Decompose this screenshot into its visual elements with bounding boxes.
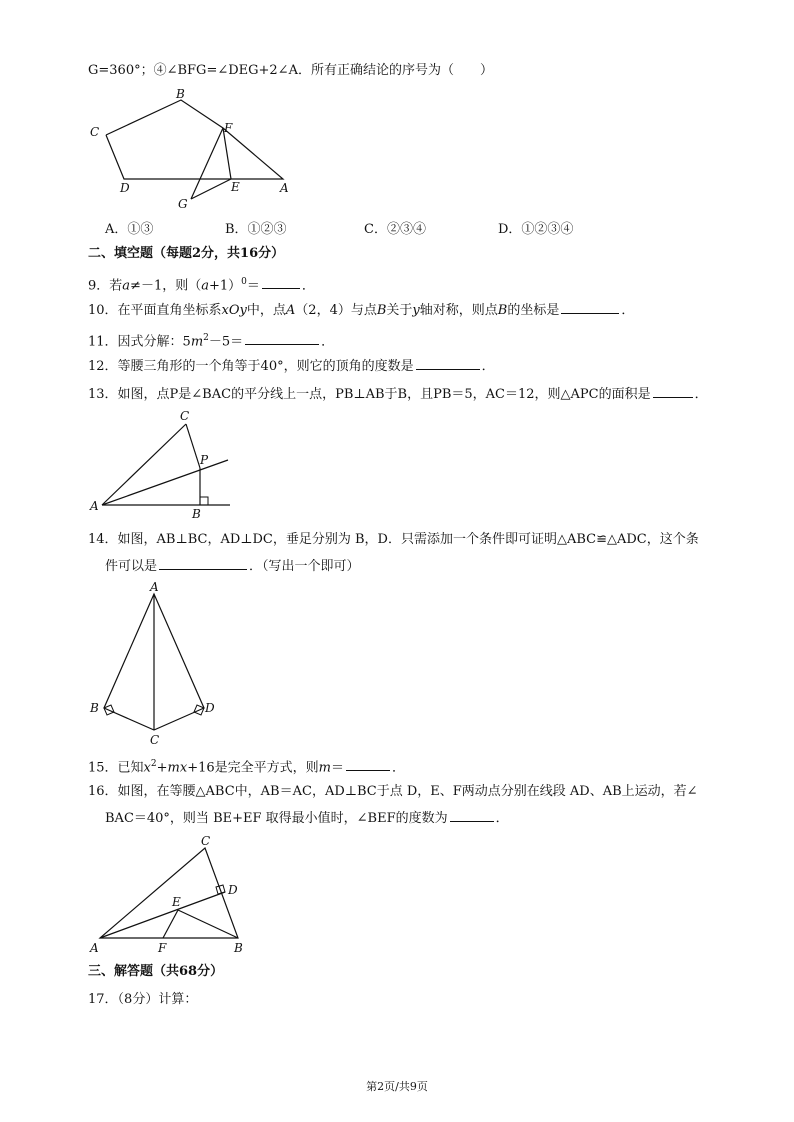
- q8-option-b: B．①②③: [225, 222, 287, 237]
- q8-label-g: G: [178, 197, 188, 211]
- q8-label-b: B: [176, 87, 185, 101]
- q13-label-c: C: [180, 409, 190, 423]
- q8-option-d: D．①②③④: [498, 222, 574, 237]
- q14-label-a: A: [150, 580, 159, 594]
- q8-label-e: E: [231, 180, 240, 194]
- question-13: 13．如图，点P是∠BAC的平分线上一点，PB⊥AB于B，且PB＝5，AC＝12，则△APC的面积是 ．: [88, 387, 708, 402]
- q8-label-c: C: [90, 125, 100, 139]
- question-12: 12．等腰三角形的一个角等于40°，则它的顶角的度数是 ．: [88, 359, 495, 374]
- q8-label-d: D: [120, 181, 130, 195]
- q13-label-b: B: [192, 507, 201, 521]
- q14-label-c: C: [150, 733, 160, 747]
- q14-label-d: D: [205, 701, 215, 715]
- q16-label-f: F: [158, 941, 167, 955]
- question-16-line-1: 16．如图，在等腰△ABC中，AB＝AC，AD⊥BC于点 D，E、F两动点分别在线段 AD、AB上运动，若∠: [88, 784, 698, 799]
- q8-tail: G=360°；④∠BFG=∠DEG+2∠A．所有正确结论的序号为（ ）: [88, 63, 493, 78]
- q16-label-d: D: [228, 883, 238, 897]
- page-footer: 第2页/共9页: [366, 1080, 428, 1093]
- q16-label-c: C: [201, 834, 211, 848]
- q14-figure: [88, 582, 220, 747]
- q13-label-a: A: [90, 499, 99, 513]
- q8-option-a: A．①③: [105, 222, 154, 237]
- q16-label-b: B: [234, 941, 243, 955]
- q8-figure: [88, 88, 298, 213]
- q13-label-p: P: [200, 453, 209, 467]
- question-10: 10．在平面直角坐标系xOy中，点A（2，4）与点B关于y轴对称，则点B的坐标是 ．: [88, 303, 635, 318]
- section-2-heading: 二、填空题（每题2分，共16分）: [88, 246, 285, 261]
- question-17: 17．（8分）计算：: [88, 992, 198, 1007]
- q13-figure: [88, 408, 238, 520]
- q8-label-f: F: [224, 121, 233, 135]
- question-16-line-2: BAC＝40°，则当 BE+EF 取得最小值时，∠BEF的度数为 ．: [105, 811, 509, 826]
- q16-label-a: A: [90, 941, 99, 955]
- q8-label-a: A: [280, 181, 289, 195]
- question-14-line-2: 件可以是 ．（写出一个即可）: [105, 559, 360, 574]
- q16-figure: [88, 834, 258, 959]
- q16-label-e: E: [172, 895, 181, 909]
- section-3-heading: 三、解答题（共68分）: [88, 964, 224, 979]
- q14-label-b: B: [90, 701, 99, 715]
- question-11: 11．因式分解：$5m^2-5=$ ．: [88, 333, 335, 350]
- q8-option-c: C．②③④: [364, 222, 426, 237]
- question-15: 15．已知$x^2+mx+16$是完全平方式，则m＝ ．: [88, 759, 405, 776]
- question-14-line-1: 14．如图，AB⊥BC，AD⊥DC，垂足分别为 B，D．只需添加一个条件即可证明△ABC≌△ADC，这个条: [88, 532, 699, 547]
- question-9: 9．若a≠－1，则$(a+1)^0=$ ．: [88, 277, 315, 294]
